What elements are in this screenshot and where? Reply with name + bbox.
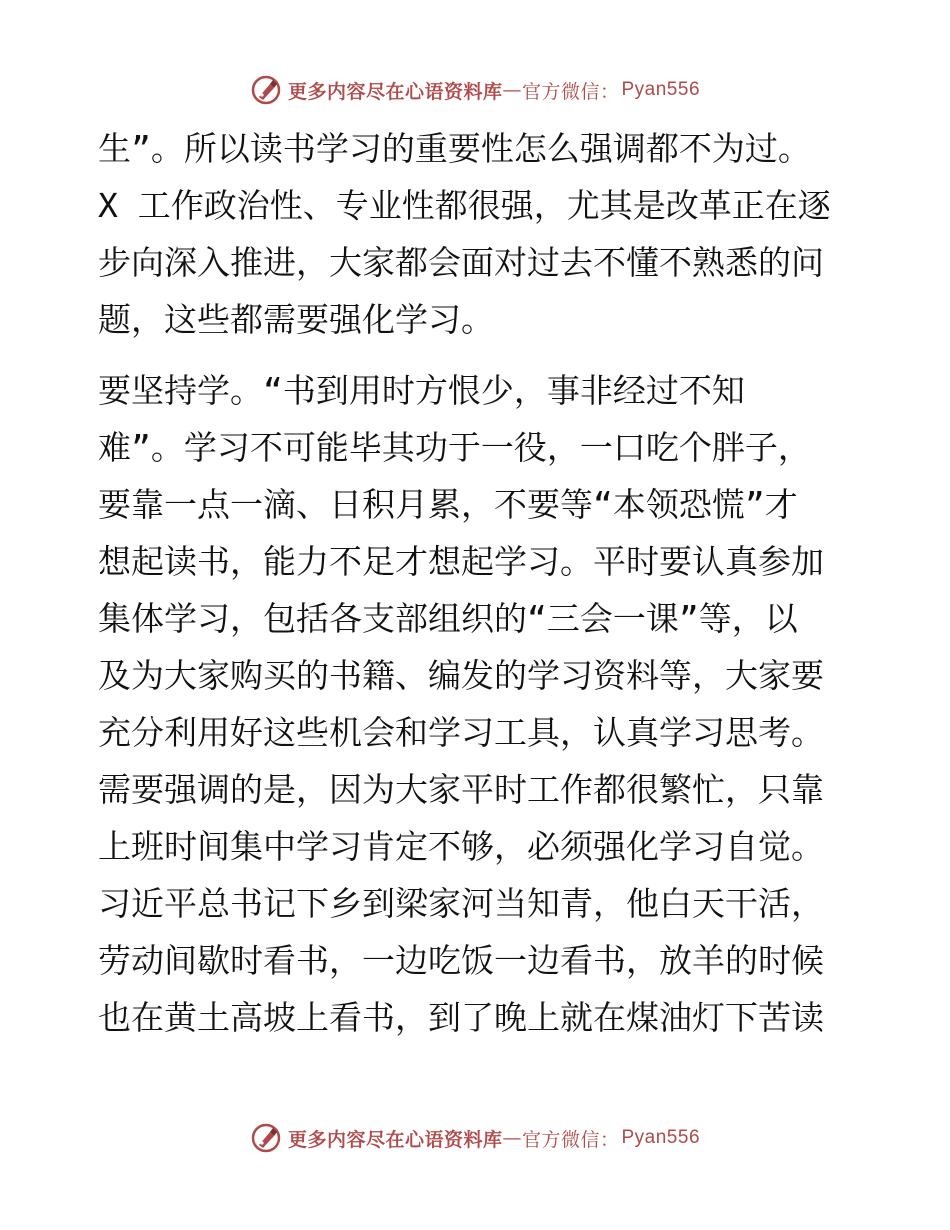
- header-wechat-label: 官方微信：: [521, 80, 620, 103]
- text-line: 要坚持学。“书到用时方恨少，事非经过不知: [98, 371, 745, 410]
- pen-nib-icon: [250, 74, 282, 106]
- text-line: 要靠一点一滴、日积月累，不要等“本领恐慌”才: [98, 485, 798, 524]
- paragraph: [98, 120, 858, 348]
- text-line: 难”。学习不可能毕其功于一役，一口吃个胖子，: [98, 428, 811, 467]
- pen-nib-icon: [250, 1122, 282, 1154]
- paragraph-gap: [98, 348, 858, 362]
- text-line: 充分利用好这些机会和学习工具，认真学习思考。: [98, 713, 824, 752]
- text-line: 习近平总书记下乡到梁家河当知青，他白天干活，: [98, 884, 824, 923]
- header-wechat-handle: Pyan556: [621, 79, 701, 100]
- header-banner: [0, 70, 950, 110]
- footer-brand-text: 更多内容尽在心语资料库: [287, 1128, 503, 1151]
- footer-wechat-label: 官方微信：: [521, 1128, 620, 1151]
- header-separator: —: [502, 79, 522, 101]
- document-body: [98, 120, 858, 1046]
- paragraph: [98, 362, 858, 1046]
- text-line: 步向深入推进，大家都会面对过去不懂不熟悉的问: [98, 243, 824, 282]
- text-line: 集体学习，包括各支部组织的“三会一课”等，以: [98, 599, 798, 638]
- footer-banner: [0, 1118, 950, 1158]
- text-line: 劳动间歇时看书，一边吃饭一边看书，放羊的时候: [98, 941, 824, 980]
- text-line: 想起读书，能力不足才想起学习。平时要认真参加: [98, 542, 824, 581]
- text-line: 也在黄土高坡上看书，到了晚上就在煤油灯下苦读: [98, 998, 824, 1037]
- text-line: 上班时间集中学习肯定不够，必须强化学习自觉。: [98, 827, 824, 866]
- text-line: 及为大家购买的书籍、编发的学习资料等，大家要: [98, 656, 824, 695]
- header-brand-text: 更多内容尽在心语资料库: [287, 80, 503, 103]
- text-line: X 工作政治性、专业性都很强，尤其是改革正在逐: [98, 186, 831, 225]
- text-line: 需要强调的是，因为大家平时工作都很繁忙，只靠: [98, 770, 824, 809]
- text-line: 题，这些都需要强化学习。: [98, 300, 494, 339]
- footer-separator: —: [502, 1127, 522, 1149]
- text-line: 生”。所以读书学习的重要性怎么强调都不为过。: [98, 129, 811, 168]
- footer-wechat-handle: Pyan556: [621, 1127, 701, 1148]
